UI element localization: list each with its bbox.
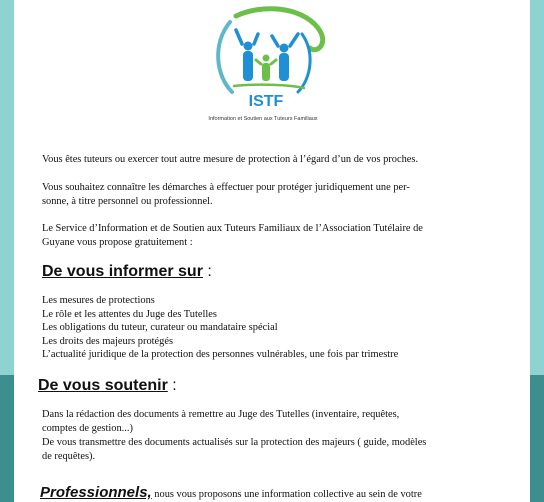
list-item: Les mesures de protections bbox=[42, 295, 155, 306]
informer-list bbox=[42, 294, 398, 362]
professionnels-heading: Professionnels, bbox=[40, 484, 152, 501]
right-decor-band-light bbox=[530, 0, 544, 375]
right-decor-band-dark bbox=[530, 375, 544, 502]
list-item: Les droits des majeurs protégés bbox=[42, 335, 174, 347]
soutenir-line-3: De vous transmettre des documents actualisés sur la protection des majeurs ( guide, modèles bbox=[42, 437, 427, 448]
section-soutenir-title: De vous soutenir bbox=[38, 377, 168, 394]
logo-caption: Information et Soutien aux Tuteurs Familiaux bbox=[208, 116, 318, 122]
section-informer-colon: : bbox=[202, 263, 212, 280]
section-informer-title: De vous informer sur bbox=[42, 263, 203, 280]
section-soutenir-heading bbox=[38, 377, 177, 395]
professionnels-text: nous vous proposons une information collective au sein de votre bbox=[151, 489, 422, 500]
istf-logo bbox=[206, 4, 334, 114]
left-decor-band-light bbox=[0, 0, 14, 375]
list-item: Le rôle et les attentes du Juge des Tutelles bbox=[42, 308, 217, 320]
professionnels-line bbox=[40, 484, 422, 502]
list-item: Les obligations du tuteur, curateur ou mandataire spécial bbox=[42, 322, 278, 333]
logo-text: ISTF bbox=[248, 93, 284, 110]
soutenir-line-4: de requêtes). bbox=[42, 451, 96, 462]
soutenir-line-1: Dans la rédaction des documents à remettre au Juge des Tutelles (inventaire, requêtes, bbox=[42, 409, 400, 420]
list-item: L’actualité juridique de la protection des personnes vulnérables, une fois par trimestre bbox=[42, 349, 399, 360]
intro-paragraph-2-line-1: Vous souhaitez connaître les démarches à effectuer pour protéger juridiquement une per- bbox=[42, 182, 410, 193]
intro-paragraph-2-line-2: sonne, à titre personnel ou professionnel. bbox=[42, 196, 213, 207]
section-soutenir-colon: : bbox=[167, 377, 177, 394]
intro-paragraph-1: Vous êtes tuteurs ou exercer tout autre mesure de protection à l’égard d’un de vos proches. bbox=[42, 154, 419, 165]
left-decor-band-dark bbox=[0, 375, 14, 502]
soutenir-line-2: comptes de gestion...) bbox=[42, 423, 133, 434]
intro-paragraph-3-line-1: Le Service d’Information et de Soutien aux Tuteurs Familiaux de l’Association Tutélaire de bbox=[42, 223, 423, 234]
section-informer-heading bbox=[42, 263, 212, 281]
intro-paragraph-3-line-2: Guyane vous propose gratuitement : bbox=[42, 237, 193, 248]
